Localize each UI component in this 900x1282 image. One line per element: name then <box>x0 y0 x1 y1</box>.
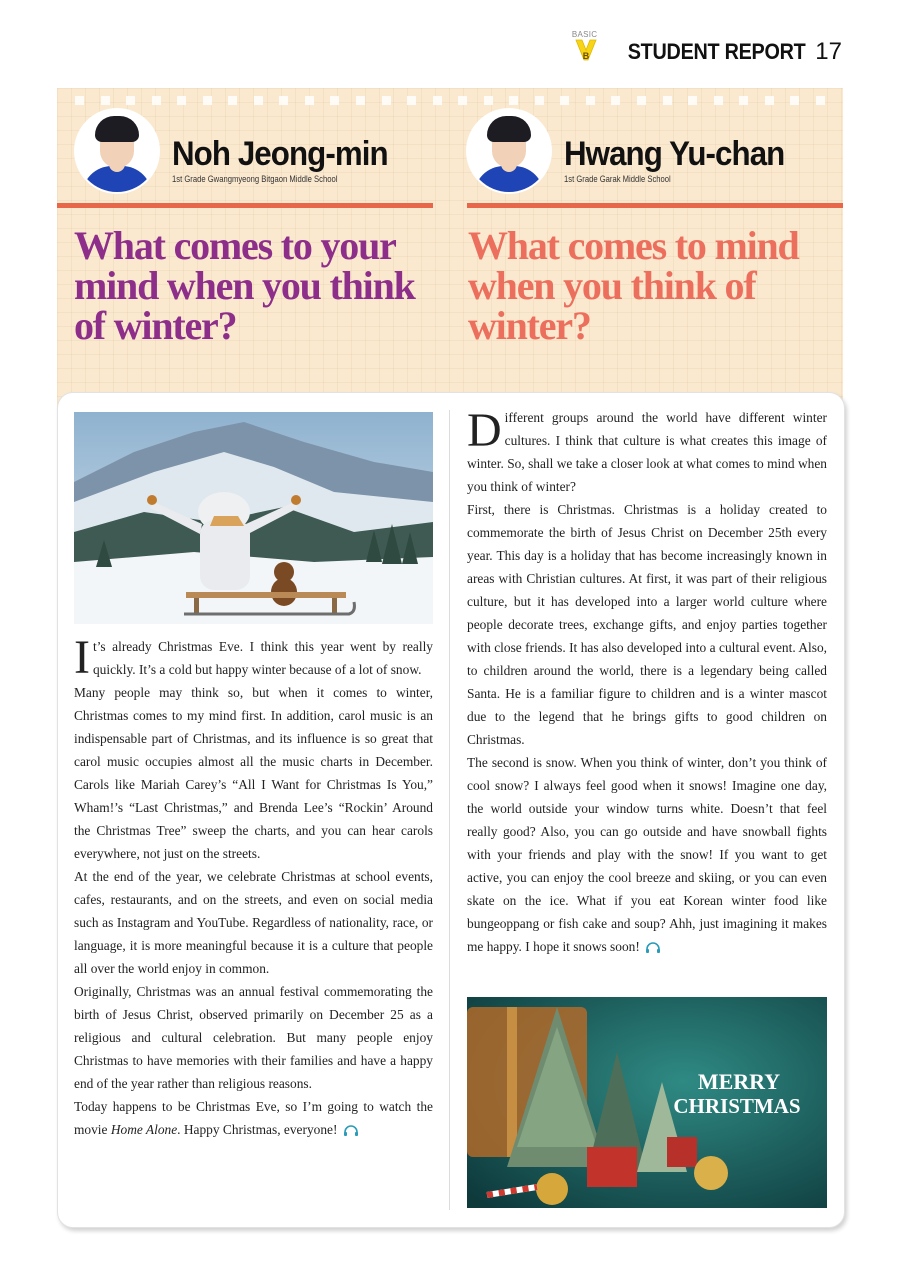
article-paragraph: Many people may think so, but when it comes to winter, Christmas comes to my mind first. In addition, carol music is an indispensable part of Christmas, and its influence is so great that carol music occupies almost all the music charts in December. Carols like Mariah Carey’s “All I Want for Christmas Is You,” Wham!’s “Last Christmas,” and Brenda Lee’s “Rockin’ Around the Christmas Tree” sweep the charts, and you can hear carols everywhere, not just on the streets. <box>74 685 433 861</box>
article-paragraph: First, there is Christmas. Christmas is a holiday created to commemorate the birth of Jesus Christ on December 25th every year. This day is a holiday that has become increasingly known in areas with Christian cultures. At first, it was part of their religious culture, but it has developed into a larger world culture where people decorate trees, exchange gifts, and enjoy parties together with close friends. It has also developed into a cultural event. Also, to children around the world, there is a legendary being called Santa. He is a familiar figure to children and is a winter mascot due to the legend that he brings gifts to good children on Christmas. <box>467 502 827 747</box>
page-header <box>572 30 842 74</box>
report-label: STUDENT REPORT <box>627 39 806 64</box>
dropcap: D <box>467 404 502 457</box>
headphones-end-icon <box>645 942 661 954</box>
article-right <box>467 406 827 958</box>
winter-photo <box>74 412 433 624</box>
avatar <box>468 110 550 192</box>
avatar <box>76 110 158 192</box>
author-block-right <box>468 110 804 192</box>
article-paragraph: It’s already Christmas Eve. I think this year went by really quickly. It’s a cold but happy winter because of a lot of snow. <box>74 631 433 684</box>
divider-rule <box>57 203 433 208</box>
article-paragraph: Different groups around the world have different winter cultures. I think that culture is what creates this image of winter. So, shall we take a closer look at what comes to mind when you think of winter? <box>467 404 827 494</box>
v-mark-icon <box>575 38 597 64</box>
christmas-photo <box>467 997 827 1208</box>
tape-dots <box>75 96 825 106</box>
logo-letter: B <box>582 51 590 61</box>
author-school: 1st Grade Garak Middle School <box>564 174 671 184</box>
author-name: Noh Jeong-min <box>172 135 388 173</box>
headphones-end-icon <box>343 1125 359 1137</box>
basic-logo-badge: BASIC <box>571 30 598 39</box>
divider-rule <box>467 203 843 208</box>
merry-text: MERRY <box>697 1069 781 1094</box>
author-block-left <box>76 110 406 192</box>
article-paragraph: Originally, Christmas was an annual festival commemorating the birth of Jesus Christ, observed primarily on December 25 as a religious and cultural celebration. But many people enjoy Christmas to have memories with their families and have a happy end of the year rather than religious reasons. <box>74 984 433 1091</box>
article-paragraph: Today happens to be Christmas Eve, so I’m going to watch the movie Home Alone. Happy Christmas, everyone! <box>74 1099 433 1137</box>
article-left <box>74 631 433 1141</box>
article-paragraph: At the end of the year, we celebrate Christmas at school events, cafes, restaurants, and on the streets, and even on social media such as Instagram and YouTube. Regardless of nationality, race, or language, it is more meaningful because it is a culture that people all over the world enjoy in common. <box>74 869 433 976</box>
headline-left: What comes to your mind when you think of winter? <box>74 223 415 348</box>
christmas-text: CHRISTMAS <box>673 1094 801 1118</box>
column-divider <box>449 410 450 1210</box>
article-paragraph: The second is snow. When you think of winter, don’t you think of cool snow? I always feel good when it snows! Imagine one day, the world outside your window turns white. Doesn’t that feel really good? Also, you can go outside and have snowball fights with your friends and play with the snow! If you want to get active, you can enjoy the cool breeze and skiing, or you can even skate on the ice. What if you eat Korean winter food like bungeoppang or fish cake and soup? Ahh, just imagining it makes me happy. I hope it snows soon! <box>467 755 827 954</box>
author-school: 1st Grade Gwangmyeong Bitgaon Middle School <box>172 174 338 184</box>
headline-right: What comes to mind when you think of winter? <box>468 223 799 348</box>
basic-logo-icon <box>572 30 600 74</box>
page-number: 17 <box>815 38 842 65</box>
movie-title: Home Alone <box>110 1122 178 1137</box>
author-name: Hwang Yu-chan <box>564 135 785 173</box>
dropcap: I <box>74 631 90 684</box>
